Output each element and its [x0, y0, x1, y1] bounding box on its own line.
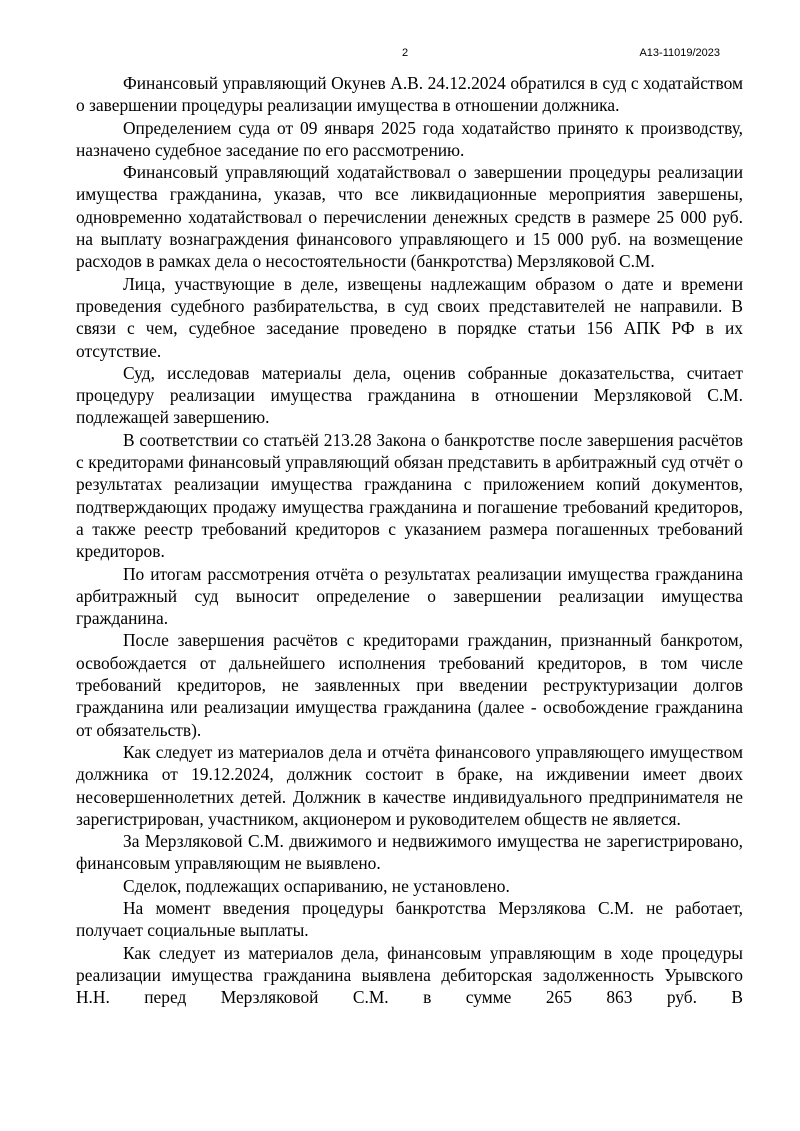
paragraph-hearing-scheduled: Определением суда от 09 января 2025 года ходатайство принято к производству, назначено судебное заседание по его рассмотрению.: [76, 117, 743, 160]
paragraph-petition: Финансовый управляющий Окунев А.В. 24.12.2024 обратился в суд с ходатайством о завершении процедуры реализации имущества в отношении должника.: [76, 73, 743, 116]
paragraph-article-213-28: В соответствии со статьёй 213.28 Закона о банкротстве после завершения расчётов с кредиторами финансовый управляющий обязан представить в арбитражный суд отчёт о результатах реализации имущества гражданина с приложением копий документов, подтверждающих продажу имущества гражданина и погашение требований кредиторов, а также реестр требований кредиторов с указанием размера погашенных требований кредиторов.: [76, 429, 743, 562]
page-number: 2: [402, 47, 409, 59]
paragraph-manager-motion: Финансовый управляющий ходатайствовал о завершении процедуры реализации имущества гражданина, указав, что все ликвидационные мероприятия завершены, одновременно ходатайствовал о перечислении денежных средств в размере 25 000 руб. на выплату вознаграждения финансового управляющего и 15 000 руб. на возмещение расходов в рамках дела о несостоятельности (банкротства) Мерзляковой С.М.: [76, 162, 743, 272]
paragraph-parties-notified: Лица, участвующие в деле, извещены надлежащим образом о дате и времени проведения судебного разбирательства, в суд своих представителей не направили. В связи с чем, судебное заседание проведено в порядке статьи 156 АПК РФ в их отсутствие.: [76, 273, 743, 361]
paragraph-no-transactions: Сделок, подлежащих оспариванию, не установлено.: [123, 875, 510, 896]
paragraph-receivables: Как следует из материалов дела, финансовым управляющим в ходе процедуры реализации имущества гражданина выявлена дебиторская задолженность Урывского Н.Н. перед Мерзляковой С.М. в сумме 265 863 руб. В: [76, 942, 743, 1008]
page-header: [0, 47, 800, 63]
paragraph-employment: На момент введения процедуры банкротства Мерзлякова С.М. не работает, получает социальные выплаты.: [76, 897, 743, 941]
paragraph-no-property: За Мерзляковой С.М. движимого и недвижимого имущества не зарегистрировано, финансовым управляющим не выявлено.: [76, 831, 743, 874]
case-number: А13-11019/2023: [639, 47, 720, 59]
paragraph-release-from-obligations: После завершения расчётов с кредиторами гражданин, признанный банкротом, освобождается от дальнейшего исполнения требований кредиторов, в том числе требований кредиторов, не заявленных при введении реструктуризации долгов гражданина или реализации имущества гражданина (далее - освобождение гражданина от обязательств).: [76, 630, 743, 740]
paragraph-report-review: По итогам рассмотрения отчёта о результатах реализации имущества гражданина арбитражный суд выносит определение о завершении реализации имущества гражданина.: [76, 563, 743, 629]
paragraph-court-assessment: Суд, исследовав материалы дела, оценив собранные доказательства, считает процедуру реализации имущества гражданина в отношении Мерзляковой С.М. подлежащей завершению.: [76, 362, 743, 428]
paragraph-debtor-status: Как следует из материалов дела и отчёта финансового управляющего имуществом должника от 19.12.2024, должник состоит в браке, на иждивении имеет двоих несовершеннолетних детей. Должник в качестве индивидуального предпринимателя не зарегистрирован, участником, акционером и руководителем обществ не является.: [76, 741, 743, 829]
document-body: [76, 72, 743, 1008]
